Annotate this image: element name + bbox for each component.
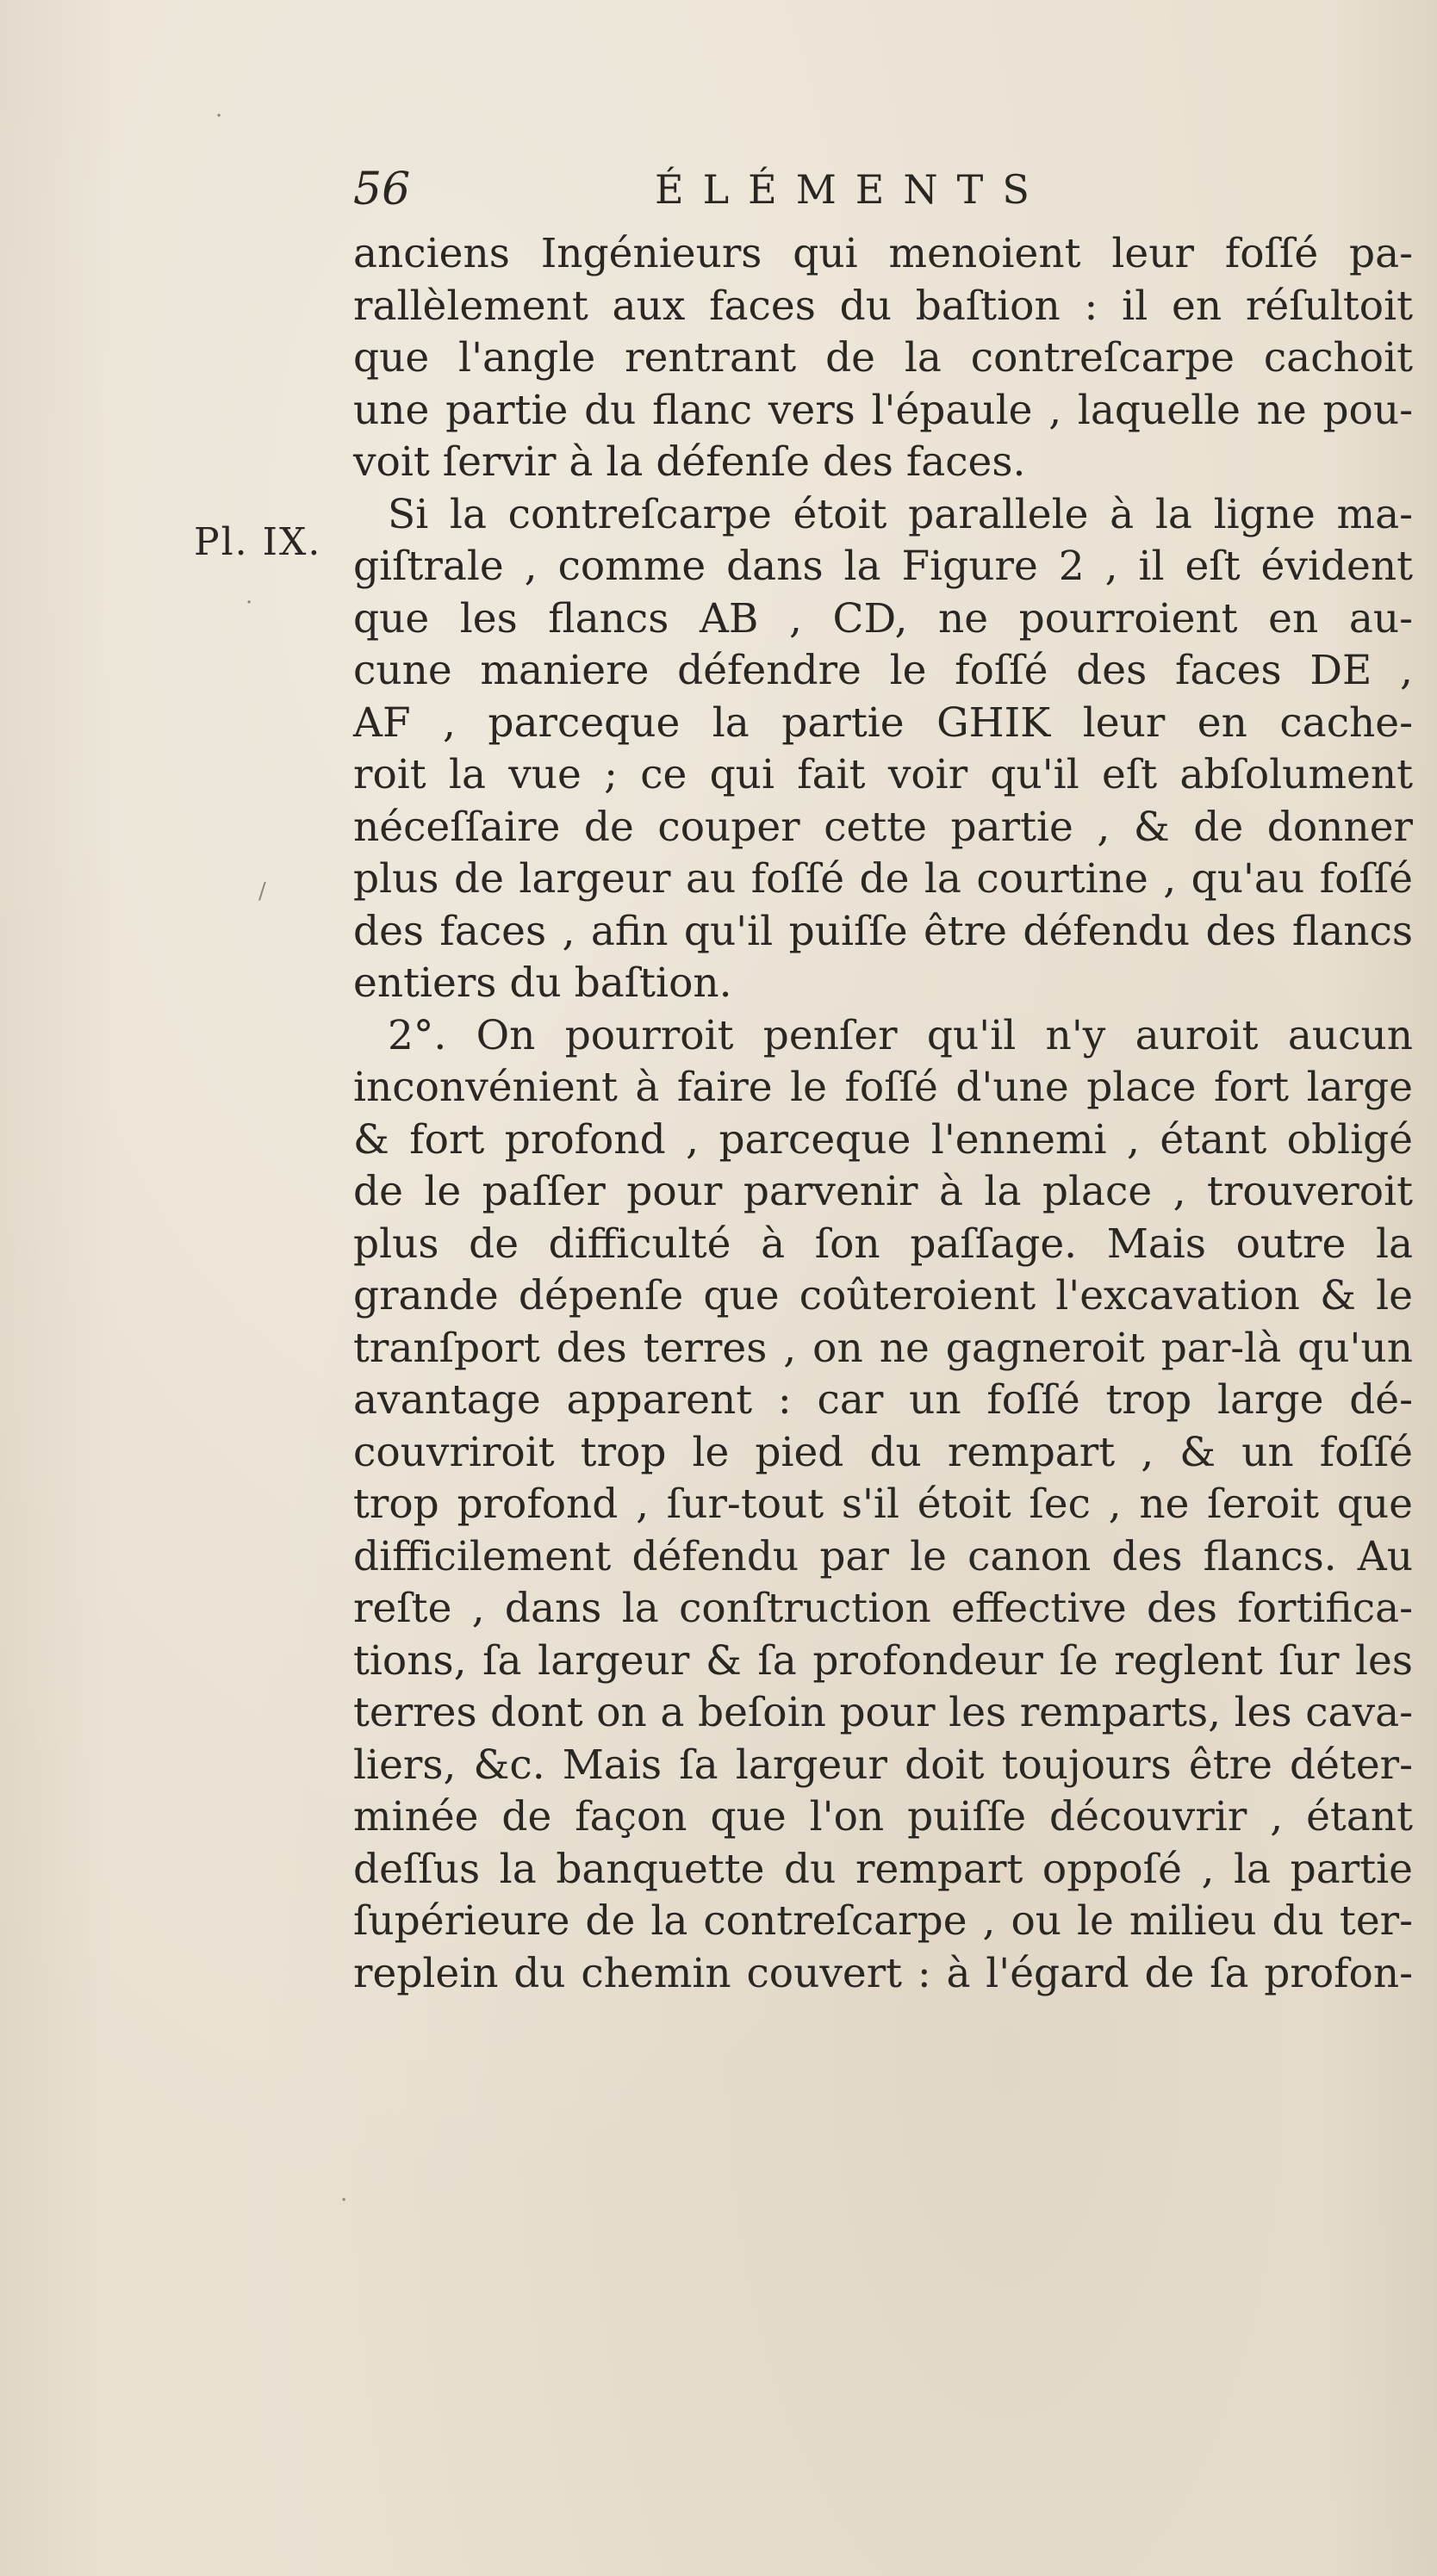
text-line: avantage apparent : car un foſſé trop large dé- bbox=[353, 1376, 1413, 1424]
text-line: tranſport des terres , on ne gagneroit par-là qu'un bbox=[353, 1324, 1413, 1372]
text-line: minée de façon que l'on puiſſe découvrir , étant bbox=[353, 1793, 1413, 1840]
text-line: couvriroit trop le pied du rempart , & un foſſé bbox=[353, 1428, 1413, 1476]
text-line: replein du chemin couvert : à l'égard de ſa profon- bbox=[353, 1949, 1413, 1997]
text-line: reſte , dans la conſtruction effective des fortifica- bbox=[353, 1585, 1413, 1632]
text-line: 2°. On pourroit penſer qu'il n'y auroit aucun bbox=[388, 1011, 1413, 1059]
text-line: que l'angle rentrant de la contreſcarpe cachoit bbox=[353, 334, 1413, 382]
ink-speck: · bbox=[246, 590, 253, 616]
text-line: Si la contreſcarpe étoit parallele à la ligne ma- bbox=[388, 490, 1413, 538]
text-line: des faces , afin qu'il puiſſe être défendu des flancs bbox=[353, 907, 1413, 955]
text-line: & fort profond , parceque l'ennemi , étant obligé bbox=[353, 1115, 1413, 1164]
text-line: roit la vue ; ce qui fait voir qu'il eſt abſolument bbox=[353, 751, 1413, 798]
text-line: néceſſaire de couper cette partie , & de donner bbox=[353, 803, 1413, 851]
text-line: voit ſervir à la défenſe des faces. bbox=[353, 438, 1026, 486]
text-line: une partie du flanc vers l'épaule , laquelle ne pou- bbox=[353, 386, 1413, 434]
page-header bbox=[353, 159, 1060, 220]
running-title: ÉLÉMENTS bbox=[655, 166, 1048, 213]
ink-speck: / bbox=[258, 878, 266, 904]
text-line: terres dont on a beſoin pour les remparts, les cava- bbox=[353, 1689, 1413, 1736]
text-line: giſtrale , comme dans la Figure 2 , il eſt évident bbox=[353, 543, 1413, 590]
text-line: plus de largeur au foſſé de la courtine , qu'au foſſé bbox=[353, 855, 1413, 903]
text-line: rallèlement aux faces du baſtion : il en réſultoit bbox=[353, 282, 1413, 330]
ink-speck: · bbox=[340, 2188, 348, 2213]
text-line: que les flancs AB , CD, ne pourroient en au- bbox=[353, 594, 1413, 642]
page-number: 56 bbox=[353, 164, 411, 215]
ink-speck: · bbox=[215, 103, 223, 129]
text-line: difficilement défendu par le canon des flancs. Au bbox=[353, 1532, 1413, 1580]
text-line: cune maniere défendre le foſſé des faces DE , bbox=[353, 647, 1413, 694]
text-line: entiers du baſtion. bbox=[353, 959, 732, 1007]
text-line: inconvénient à faire le foſſé d'une place fort large bbox=[353, 1064, 1413, 1111]
text-line: liers, &c. Mais ſa largeur doit toujours être déter- bbox=[353, 1741, 1413, 1789]
text-line: tions, ſa largeur & ſa profondeur ſe reglent ſur les bbox=[353, 1636, 1413, 1685]
plate-reference-margin-note: Pl. IX. bbox=[194, 520, 322, 564]
body-text bbox=[353, 228, 1413, 2000]
text-line: ſupérieure de la contreſcarpe , ou le milieu du ter- bbox=[353, 1897, 1413, 1945]
text-line: deſſus la banquette du rempart oppoſé , la partie bbox=[353, 1845, 1413, 1893]
text-line: plus de difficulté à ſon paſſage. Mais outre la bbox=[353, 1220, 1413, 1268]
text-line: anciens Ingénieurs qui menoient leur foſſé pa- bbox=[353, 230, 1413, 277]
text-line: AF , parceque la partie GHIK leur en cache- bbox=[353, 698, 1413, 747]
text-line: trop profond , ſur-tout s'il étoit ſec , ne ſeroit que bbox=[353, 1480, 1413, 1528]
text-line: grande dépenſe que coûteroient l'excavation & le bbox=[353, 1272, 1413, 1319]
text-line: de le paſſer pour parvenir à la place , trouveroit bbox=[353, 1168, 1413, 1215]
